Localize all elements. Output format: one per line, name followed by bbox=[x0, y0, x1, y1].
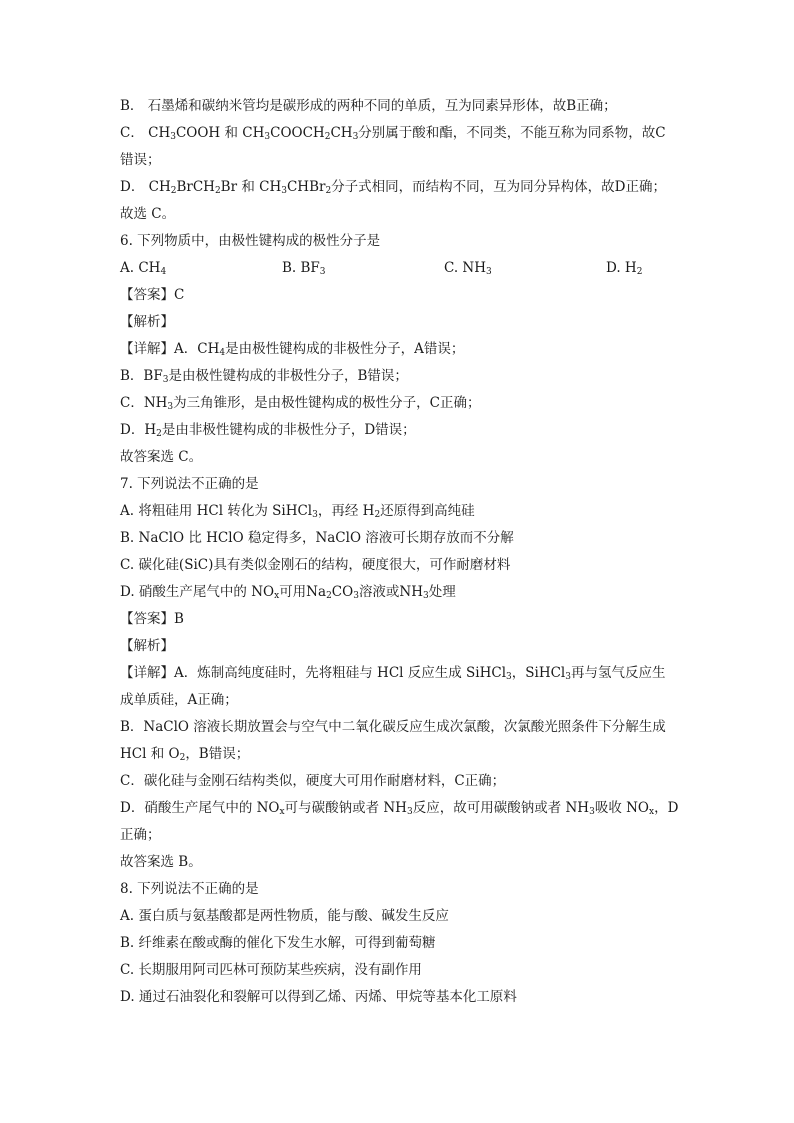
q7-detail-d-cont: 正确； bbox=[120, 827, 161, 843]
q6-option-d: D. $H_2$ bbox=[606, 260, 643, 277]
q8-stem: 8. 下列说法不正确的是 bbox=[120, 881, 259, 897]
q7-detail-a-cont: 成单质硅，A正确； bbox=[120, 692, 238, 708]
q6-analysis-label: 【解析】 bbox=[120, 314, 174, 330]
q6-conclusion: 故答案选 C。 bbox=[120, 449, 203, 465]
q7-detail-b-cont: HCl 和 $O_2$，B错误； bbox=[120, 746, 250, 763]
q6-answer: 【答案】C bbox=[120, 287, 185, 303]
q7-detail-c: C．碳化硅与金刚石结构类似，硬度大可用作耐磨材料，C正确； bbox=[120, 773, 506, 789]
prev-option-c-explanation-cont: 错误； bbox=[120, 152, 161, 168]
q6-detail-d: D．$H_2$是由非极性键构成的非极性分子，D错误； bbox=[120, 422, 416, 439]
q7-detail-a: 【详解】A．炼制高纯度硅时，先将粗硅与 HCl 反应生成 SiHCl$_3$，SiHCl$_3$再与氢气反应生 bbox=[120, 665, 666, 682]
q7-detail-b: B．NaClO 溶液长期放置会与空气中二氧化碳反应生成次氯酸，次氯酸光照条件下分解生成 bbox=[120, 719, 666, 735]
q6-option-b: B. $BF_3$ bbox=[282, 260, 326, 277]
q7-answer: 【答案】B bbox=[120, 611, 184, 627]
q8-option-d: D. 通过石油裂化和裂解可以得到乙烯、丙烯、甲烷等基本化工原料 bbox=[120, 989, 517, 1005]
prev-option-b-explanation: B． 石墨烯和碳纳米管均是碳形成的两种不同的单质，互为同素异形体，故B正确； bbox=[120, 98, 617, 114]
q7-analysis-label: 【解析】 bbox=[120, 638, 174, 654]
q7-stem: 7. 下列说法不正确的是 bbox=[120, 476, 259, 492]
prev-option-c-explanation: C． $CH_3COOH$ 和 $CH_3COOCH_2CH_3$分别属于酸和酯，不同类，不能互称为同系物，故C bbox=[120, 125, 666, 142]
q6-detail-b: B．$BF_3$是由极性键构成的非极性分子，B错误； bbox=[120, 368, 408, 385]
q7-option-d: D. 硝酸生产尾气中的 $NO_x$可用$Na_2CO_3$溶液或$NH_3$处理 bbox=[120, 584, 456, 601]
q6-options bbox=[120, 258, 680, 278]
q8-option-c: C. 长期服用阿司匹林可预防某些疾病，没有副作用 bbox=[120, 962, 422, 978]
q6-option-c: C. $NH_3$ bbox=[444, 260, 492, 277]
q8-option-a: A. 蛋白质与氨基酸都是两性物质，能与酸、碱发生反应 bbox=[120, 908, 449, 924]
q6-detail-a: 【详解】A．$CH_4$是由极性键构成的非极性分子，A错误； bbox=[120, 341, 465, 358]
prev-conclusion: 故选 C。 bbox=[120, 206, 176, 222]
q7-detail-d: D．硝酸生产尾气中的 $NO_x$可与碳酸钠或者 $NH_3$反应，故可用碳酸钠或者 $NH_3$吸收 $NO_x$，D bbox=[120, 800, 679, 817]
q6-detail-c: C．$NH_3$为三角锥形，是由极性键构成的极性分子，C正确； bbox=[120, 395, 481, 412]
prev-option-d-explanation: D． $CH_2BrCH_2Br$ 和 $CH_3CHBr_2$分子式相同，而结构不同，互为同分异构体，故D正确； bbox=[120, 179, 667, 196]
q6-stem: 6. 下列物质中，由极性键构成的极性分子是 bbox=[120, 233, 381, 249]
q7-option-b: B. NaClO 比 HClO 稳定得多，NaClO 溶液可长期存放而不分解 bbox=[120, 530, 514, 546]
q8-option-b: B. 纤维素在酸或酶的催化下发生水解，可得到葡萄糖 bbox=[120, 935, 436, 951]
q7-option-a: A. 将粗硅用 HCl 转化为 SiHCl$_3$，再经 $H_2$还原得到高纯硅 bbox=[120, 503, 475, 520]
q7-option-c: C. 碳化硅(SiC)具有类似金刚石的结构，硬度很大，可作耐磨材料 bbox=[120, 557, 511, 573]
q6-option-a: A. $CH_4$ bbox=[120, 260, 167, 277]
q7-conclusion: 故答案选 B。 bbox=[120, 854, 202, 870]
